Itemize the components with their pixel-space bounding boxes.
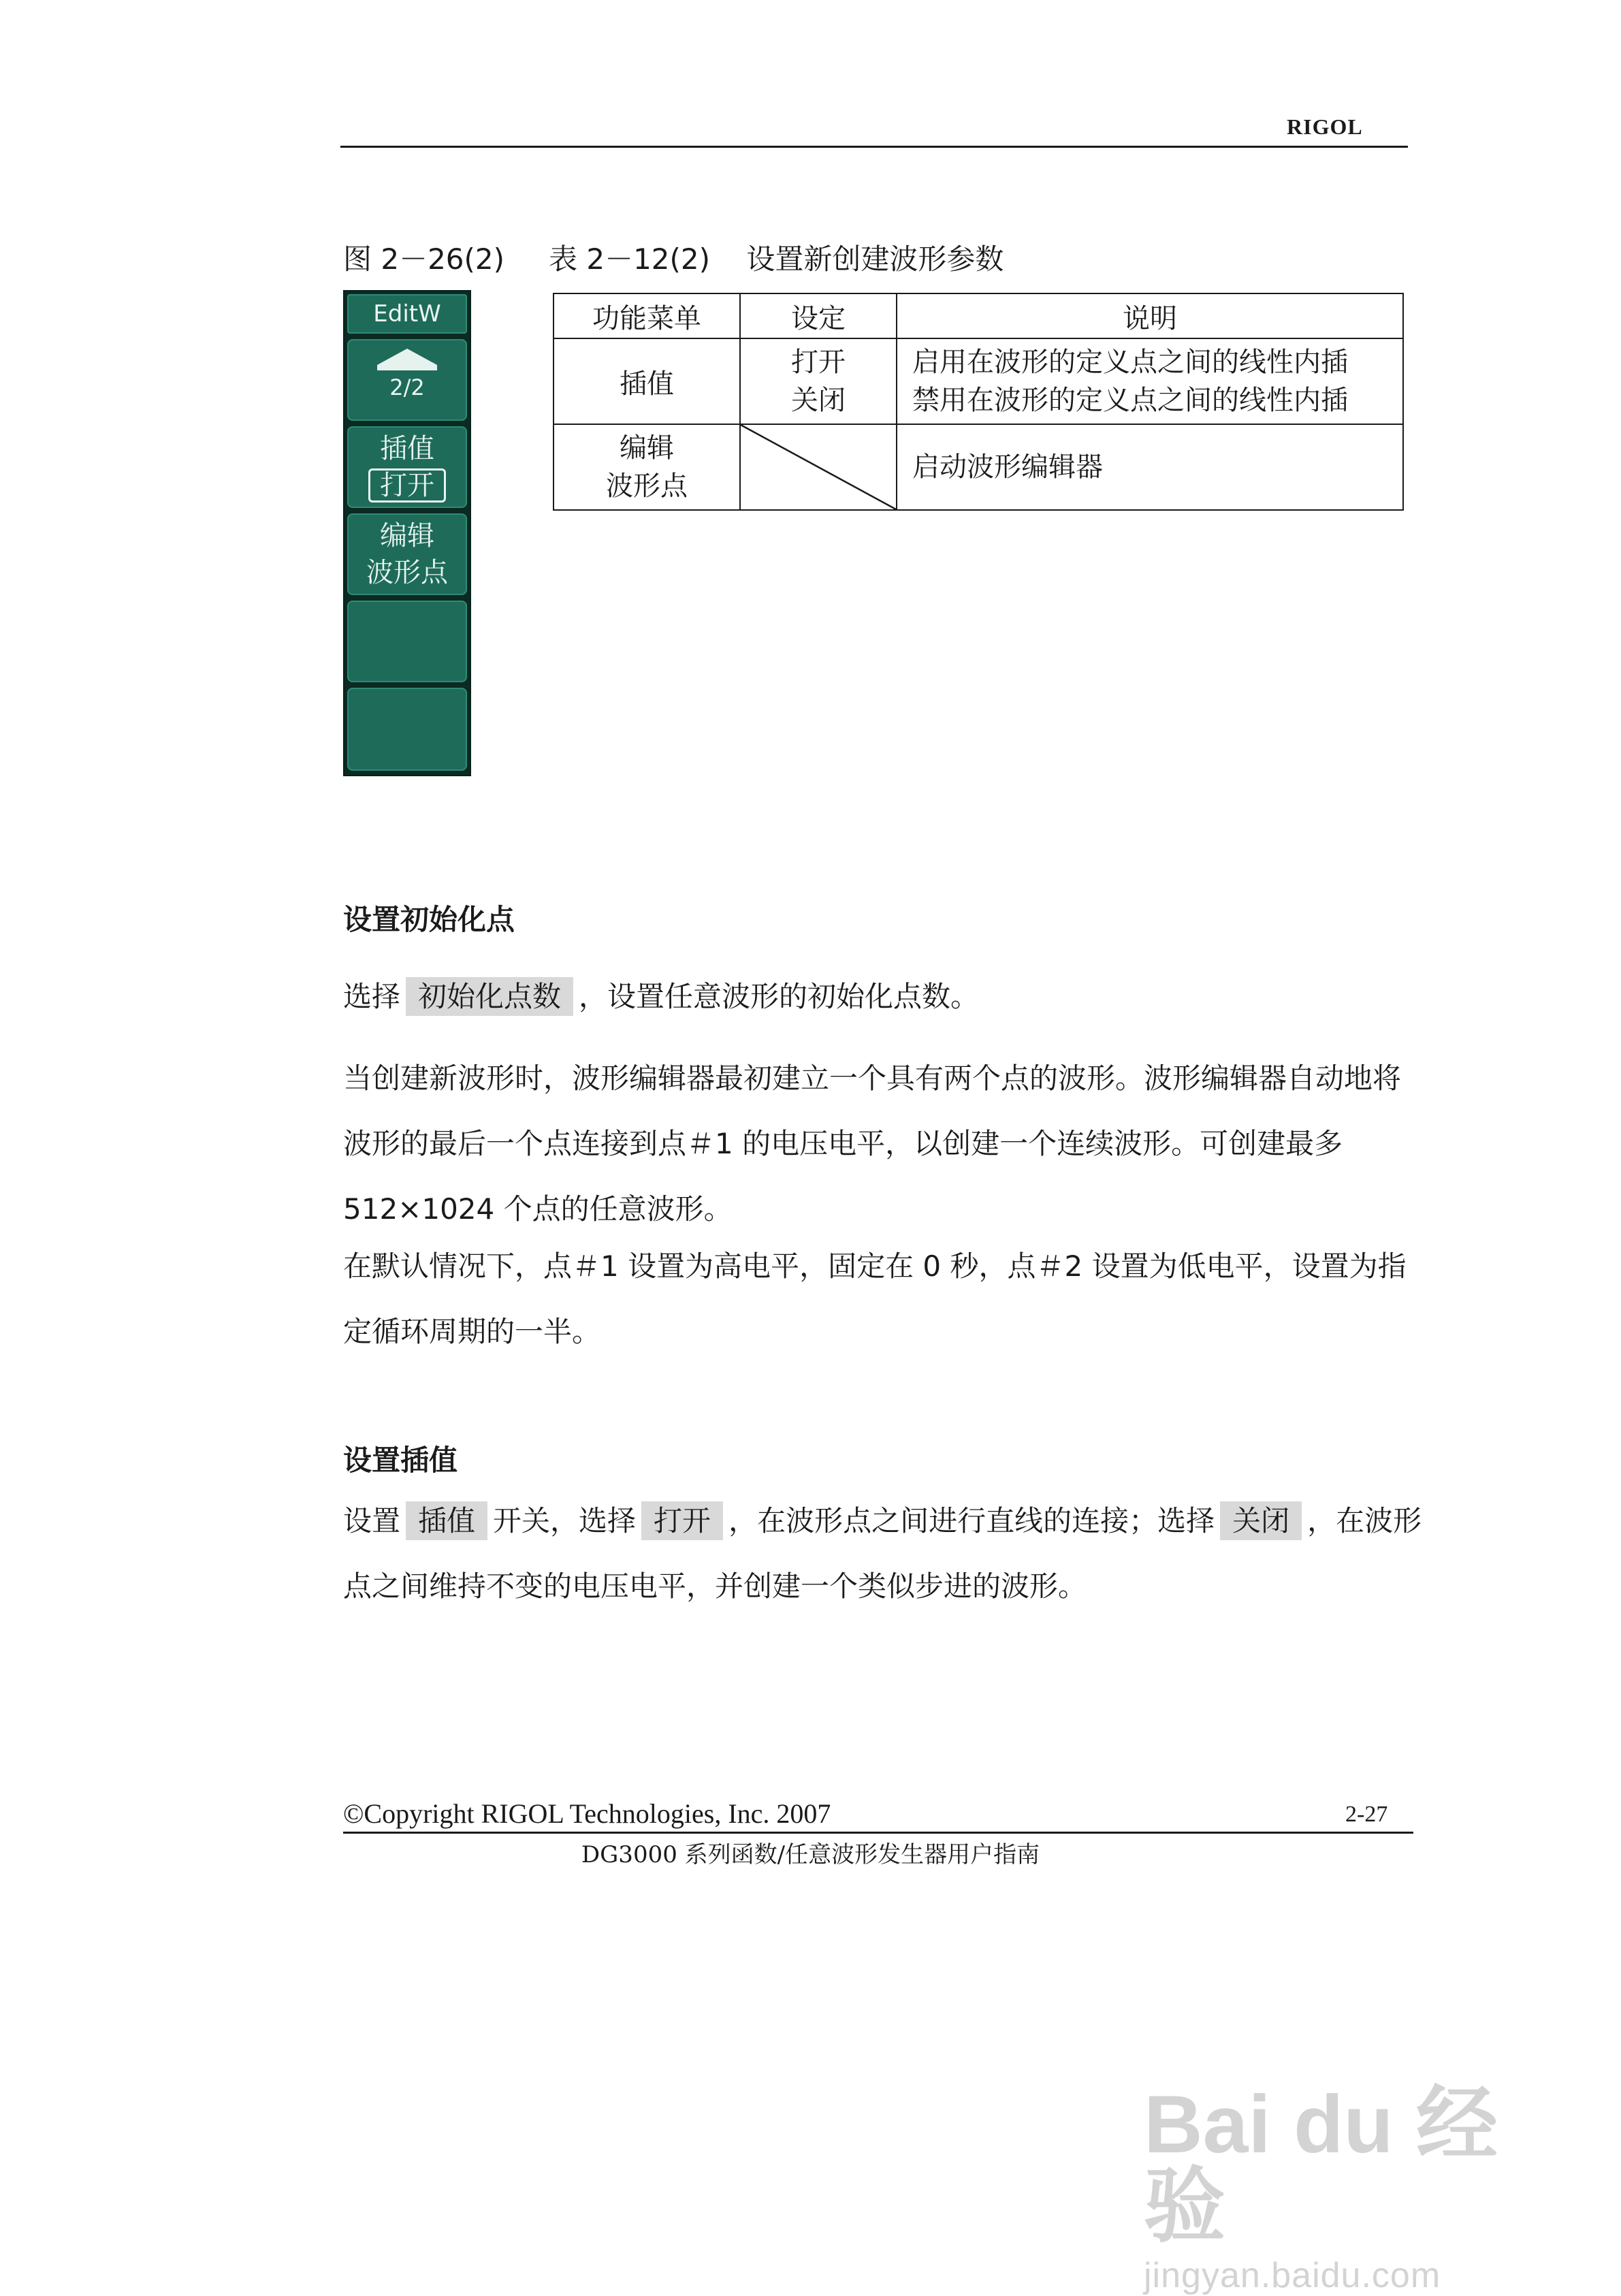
baidu-watermark [1144, 2079, 1525, 2295]
edit-points-key[interactable] [347, 513, 467, 595]
arrow-up-icon [377, 349, 437, 365]
edit-points-key-label-2: 波形点 [366, 557, 448, 588]
interpolation-key-value: 打开 [368, 468, 446, 503]
col-setting: 设定 [740, 293, 897, 338]
cell-desc: 启动波形编辑器 [897, 424, 1403, 510]
key-reference: 打开 [641, 1501, 723, 1540]
paragraph: 当创建新波形时，波形编辑器最初建立一个具有两个点的波形。波形编辑器自动地将 波形的最后一个点连接到点＃1 的电压电平，以创建一个连续波形。可创建最多 512×1024 个点的任意波形。 [343, 1062, 1402, 1226]
table-header-row [553, 293, 1403, 338]
parameter-table [553, 293, 1404, 511]
copyright: ©Copyright RIGOL Technologies, Inc. 2007 [343, 1798, 831, 1829]
header-rule [340, 146, 1408, 148]
cell-setting: 打开 关闭 [740, 338, 897, 424]
page-number: 2-27 [1345, 1802, 1388, 1827]
figure-caption: 图 2－26(2) [343, 242, 505, 276]
key-reference: 关闭 [1220, 1501, 1302, 1540]
table-row [553, 424, 1403, 510]
brand-logo: RIGOL [1287, 114, 1363, 139]
cell-setting-empty [740, 424, 897, 510]
key-reference: 插值 [406, 1501, 487, 1540]
col-menu: 功能菜单 [553, 293, 740, 338]
section-heading: 设置初始化点 [343, 903, 515, 936]
cell-menu: 插值 [553, 338, 740, 424]
col-desc: 说明 [897, 293, 1403, 338]
cell-menu: 编辑 波形点 [553, 424, 740, 510]
interpolation-key-label: 插值 [380, 433, 434, 464]
softkey-menu [343, 290, 471, 776]
paragraph: 设置 插值 开关，选择 打开 ，在波形点之间进行直线的连接；选择 关闭 ，在波形 点之间维持不变的电压电平，并创建一个类似步进的波形。 [343, 1488, 1422, 1619]
edit-points-key-label-1: 编辑 [380, 520, 434, 552]
cell-desc: 启用在波形的定义点之间的线性内插 禁用在波形的定义点之间的线性内插 [897, 338, 1403, 424]
menu-title: EditW [347, 294, 467, 334]
page-indicator: 2/2 [389, 374, 425, 400]
table-caption: 表 2－12(2) 设置新创建波形参数 [549, 242, 1004, 276]
footer-rule [343, 1832, 1413, 1834]
table-row [553, 338, 1403, 424]
watermark-logo: Bai du 经验 [1144, 2079, 1498, 2252]
paragraph: 在默认情况下，点＃1 设置为高电平，固定在 0 秒，点＃2 设置为低电平，设置为指 定循环周期的一半。 [343, 1249, 1407, 1348]
section-heading: 设置插值 [343, 1444, 458, 1477]
blank-key-2[interactable] [347, 688, 467, 771]
document-title: DG3000 系列函数/任意波形发生器用户指南 [581, 1841, 1040, 1868]
blank-key-1[interactable] [347, 601, 467, 682]
interpolation-key[interactable] [347, 426, 467, 508]
page-up-key[interactable] [347, 339, 467, 421]
watermark-site: jingyan.baidu.com [1144, 2256, 1441, 2295]
key-reference: 初始化点数 [406, 977, 573, 1016]
paragraph: 选择 初始化点数 ，设置任意波形的初始化点数。 [343, 964, 979, 1030]
